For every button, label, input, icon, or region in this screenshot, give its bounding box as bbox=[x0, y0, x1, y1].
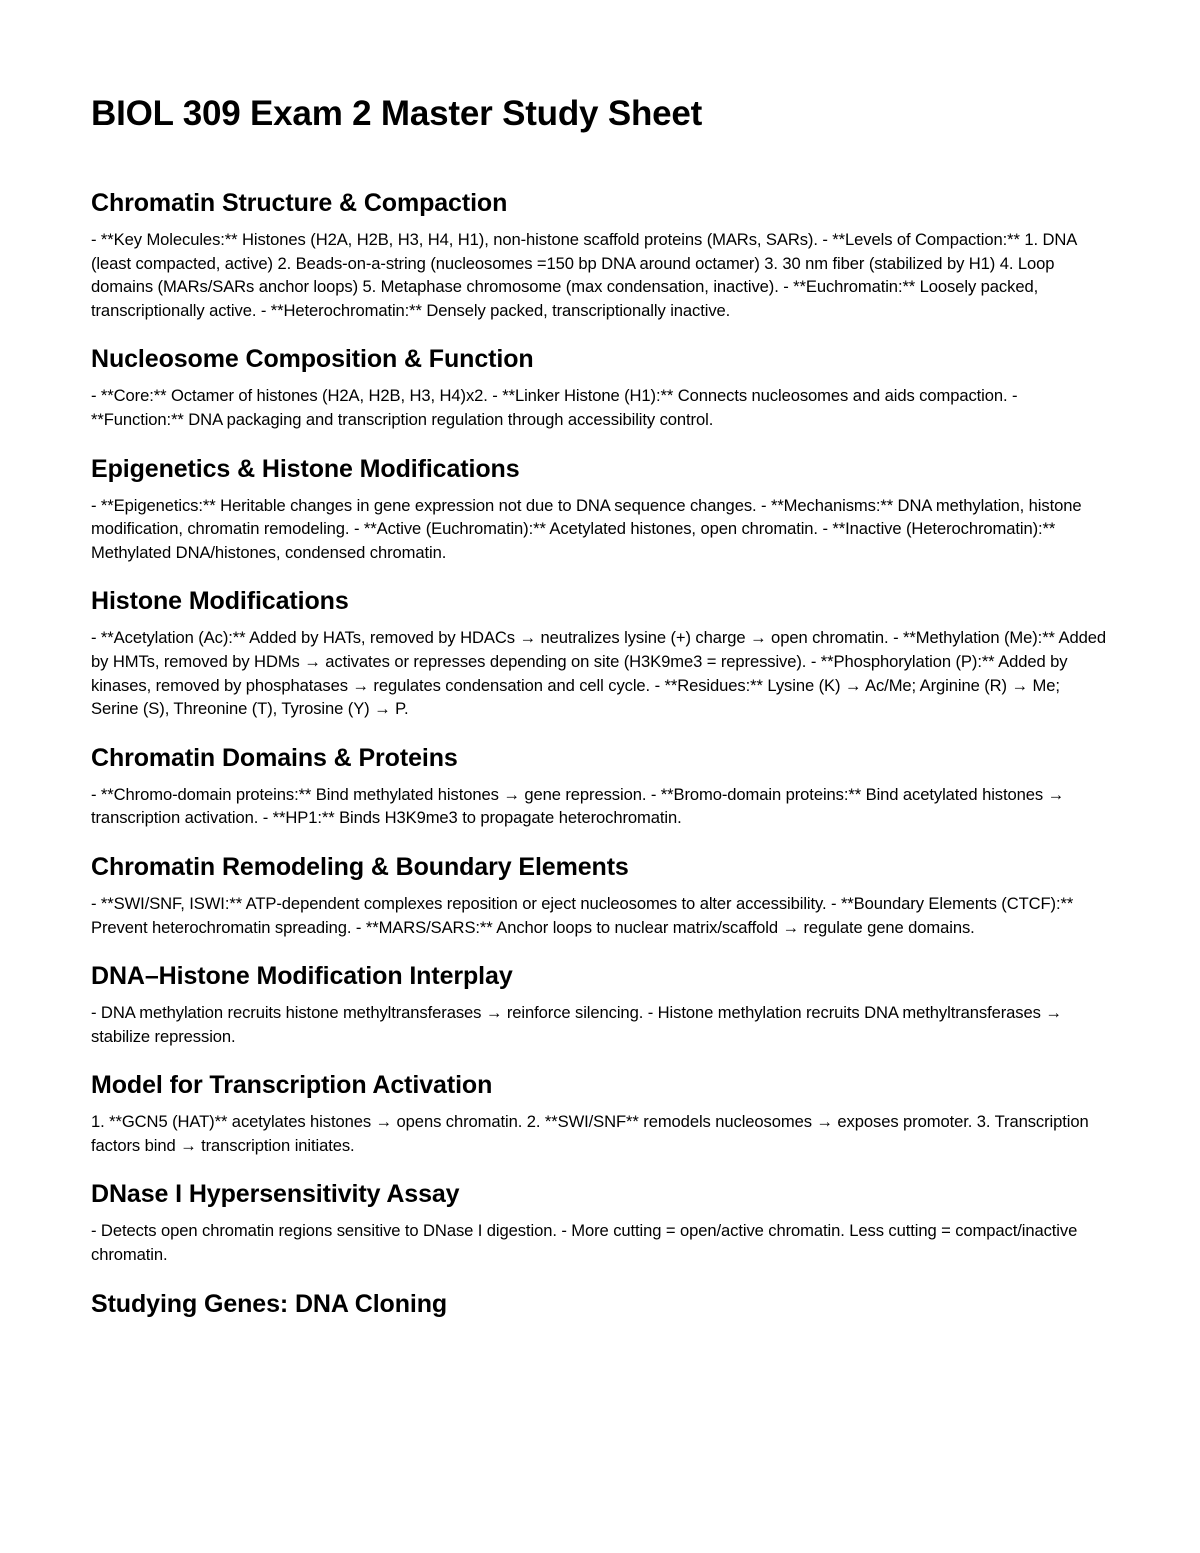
section-body: - **Key Molecules:** Histones (H2A, H2B, H3, H4, H1), non-histone scaffold proteins (MARs, SARs). - **Levels of Compaction:** 1. DNA (least compacted, active) 2. Beads-on-a-string (nucleosomes =150 bp DNA around octamer) 3. 30 nm fiber (stabilized by H1) 4. Loop domains (MARs/SARs anchor loops) 5. Metaphase chromosome (max condensation, inactive). - **Euchromatin:** Loosely packed, transcriptionally active. - **Heterochromatin:** Densely packed, transcriptionally inactive. bbox=[91, 230, 1077, 320]
section-heading: DNA–Histone Modification Interplay bbox=[91, 962, 513, 991]
section-heading: Chromatin Domains & Proteins bbox=[91, 743, 458, 772]
section-chromatin-remodeling bbox=[91, 850, 1111, 939]
section-dnase-assay bbox=[91, 1177, 1111, 1266]
document-page bbox=[91, 92, 1111, 1341]
section-epigenetics bbox=[91, 452, 1111, 565]
section-heading: Chromatin Structure & Compaction bbox=[91, 189, 508, 217]
section-transcription-activation bbox=[91, 1068, 1111, 1157]
section-body: - **Acetylation (Ac):** Added by HATs, removed by HDACs → neutralizes lysine (+) charge → open chromatin. - **Methylation (Me):** Added by HMTs, removed by HDMs → activates or represses depending on site (H3K9me3 = repressive). - **Phosphorylation (P):** Added by kinases, removed by phosphatases → regulates condensation and cell cycle. - **Residues:** Lysine (K) → Ac/Me; Arginine (R) → Me; Serine (S), Threonine (T), Tyrosine (Y) → P. bbox=[91, 628, 1106, 719]
section-heading: Nucleosome Composition & Function bbox=[91, 345, 534, 374]
section-heading: Studying Genes: DNA Cloning bbox=[91, 1289, 448, 1318]
section-heading: Epigenetics & Histone Modifications bbox=[91, 454, 520, 483]
section-histone-modifications bbox=[91, 584, 1111, 720]
section-dna-histone-interplay bbox=[91, 959, 1111, 1048]
section-chromatin-domains bbox=[91, 741, 1111, 830]
section-nucleosome-composition bbox=[91, 342, 1111, 431]
section-body: 1. **GCN5 (HAT)** acetylates histones → opens chromatin. 2. **SWI/SNF** remodels nucleosomes → exposes promoter. 3. Transcription factors bind → transcription initiates. bbox=[91, 1112, 1089, 1155]
section-heading: Chromatin Remodeling & Boundary Elements bbox=[91, 852, 629, 881]
section-body: - **Epigenetics:** Heritable changes in gene expression not due to DNA sequence changes. - **Mechanisms:** DNA methylation, histone modification, chromatin remodeling. - **Active (Euchromatin):** Acetylated histones, open chromatin. - **Inactive (Heterochromatin):** Methylated DNA/histones, condensed chromatin. bbox=[91, 495, 1082, 562]
section-body: - **Core:** Octamer of histones (H2A, H2B, H3, H4)x2. - **Linker Histone (H1):** Connects nucleosomes and aids compaction. - **Function:** DNA packaging and transcription regulation through accessibility control. bbox=[91, 386, 1018, 429]
section-dna-cloning bbox=[91, 1287, 1111, 1321]
section-heading: Histone Modifications bbox=[91, 587, 349, 616]
section-body: - **Chromo-domain proteins:** Bind methylated histones → gene repression. - **Bromo-domain proteins:** Bind acetylated histones → transcription activation. - **HP1:** Binds H3K9me3 to propagate heterochromatin. bbox=[91, 784, 1065, 828]
section-chromatin-structure bbox=[91, 186, 1111, 322]
section-heading: Model for Transcription Activation bbox=[91, 1071, 493, 1100]
document-title: BIOL 309 Exam 2 Master Study Sheet bbox=[91, 94, 703, 133]
section-heading: DNase I Hypersensitivity Assay bbox=[91, 1180, 460, 1209]
section-body: - DNA methylation recruits histone methyltransferases → reinforce silencing. - Histone methylation recruits DNA methyltransferases → stabilize repression. bbox=[91, 1003, 1062, 1046]
section-body: - Detects open chromatin regions sensitive to DNase I digestion. - More cutting = open/active chromatin. Less cutting = compact/inactive chromatin. bbox=[91, 1221, 1078, 1265]
section-body: - **SWI/SNF, ISWI:** ATP-dependent complexes reposition or eject nucleosomes to alter accessibility. - **Boundary Elements (CTCF):** Prevent heterochromatin spreading. - **MARS/SARS:** Anchor loops to nuclear matrix/scaffold → regulate gene domains. bbox=[91, 893, 1074, 937]
